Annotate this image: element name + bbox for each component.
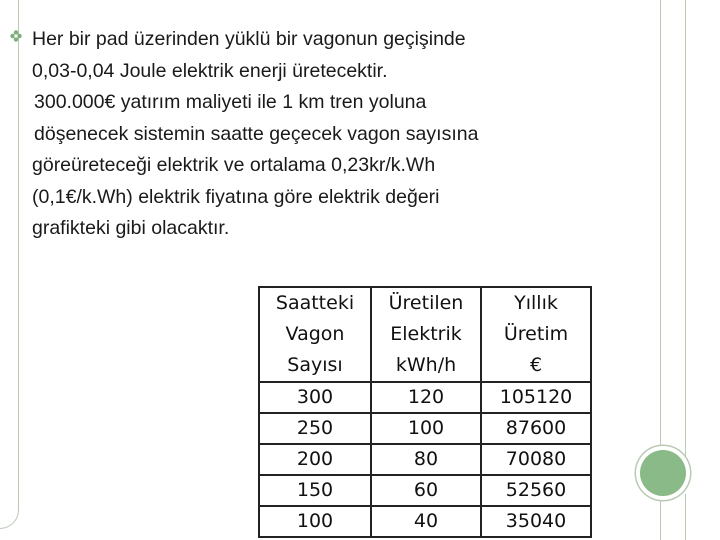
fleuron-bullet-icon: [10, 30, 22, 42]
paragraph-line: grafikteki gibi olacaktır.: [32, 217, 230, 239]
cell-kwh: 100: [371, 413, 481, 444]
paragraph-line: 0,03-0,04 Joule elektrik enerji üretecektir.: [32, 59, 388, 82]
header-electricity-produced: Üretilen Elektrik kWh/h: [371, 287, 481, 382]
cell-annual: 70080: [481, 444, 591, 475]
right-rule-outer-bottom: [685, 494, 686, 540]
cell-annual: 52560: [481, 475, 591, 506]
paragraph-line: Her bir pad üzerinden yüklü bir vagonun geçişinde: [32, 28, 466, 50]
paragraph-line: (0,1€/k.Wh) elektrik fiyatına göre elektrik değeri: [32, 185, 440, 208]
right-rule-inner-bottom: [660, 494, 661, 540]
table-row: [259, 506, 591, 537]
table-row: [259, 475, 591, 506]
table-row: [259, 444, 591, 475]
cell-annual: 87600: [481, 413, 591, 444]
header-wagons-per-hour: Saatteki Vagon Sayısı: [259, 287, 371, 382]
cell-wagons: 300: [259, 382, 371, 413]
table-row: [259, 413, 591, 444]
header-annual-output: Yıllık Üretim €: [481, 287, 591, 382]
left-frame-border: [0, 0, 19, 529]
paragraph-line: döşenecek sistemin saatte geçecek vagon sayısına: [34, 122, 479, 145]
cell-kwh: 40: [371, 506, 481, 537]
right-rule-inner: [660, 0, 661, 452]
cell-annual: 105120: [481, 382, 591, 413]
cell-wagons: 250: [259, 413, 371, 444]
cell-kwh: 80: [371, 444, 481, 475]
decorative-circle: [640, 450, 686, 496]
cell-annual: 35040: [481, 506, 591, 537]
cell-wagons: 200: [259, 444, 371, 475]
paragraph-line: 300.000€ yatırım maliyeti ile 1 km tren yoluna: [34, 91, 427, 113]
cell-kwh: 60: [371, 475, 481, 506]
cell-kwh: 120: [371, 382, 481, 413]
table-header-row: [259, 287, 591, 382]
cell-wagons: 100: [259, 506, 371, 537]
cell-wagons: 150: [259, 475, 371, 506]
bullet-paragraph: [32, 24, 632, 245]
energy-table: [258, 286, 592, 538]
right-rule-outer: [685, 0, 686, 470]
table-row: [259, 382, 591, 413]
paragraph-line: göreüreteceği elektrik ve ortalama 0,23kr/k.Wh: [32, 154, 436, 176]
